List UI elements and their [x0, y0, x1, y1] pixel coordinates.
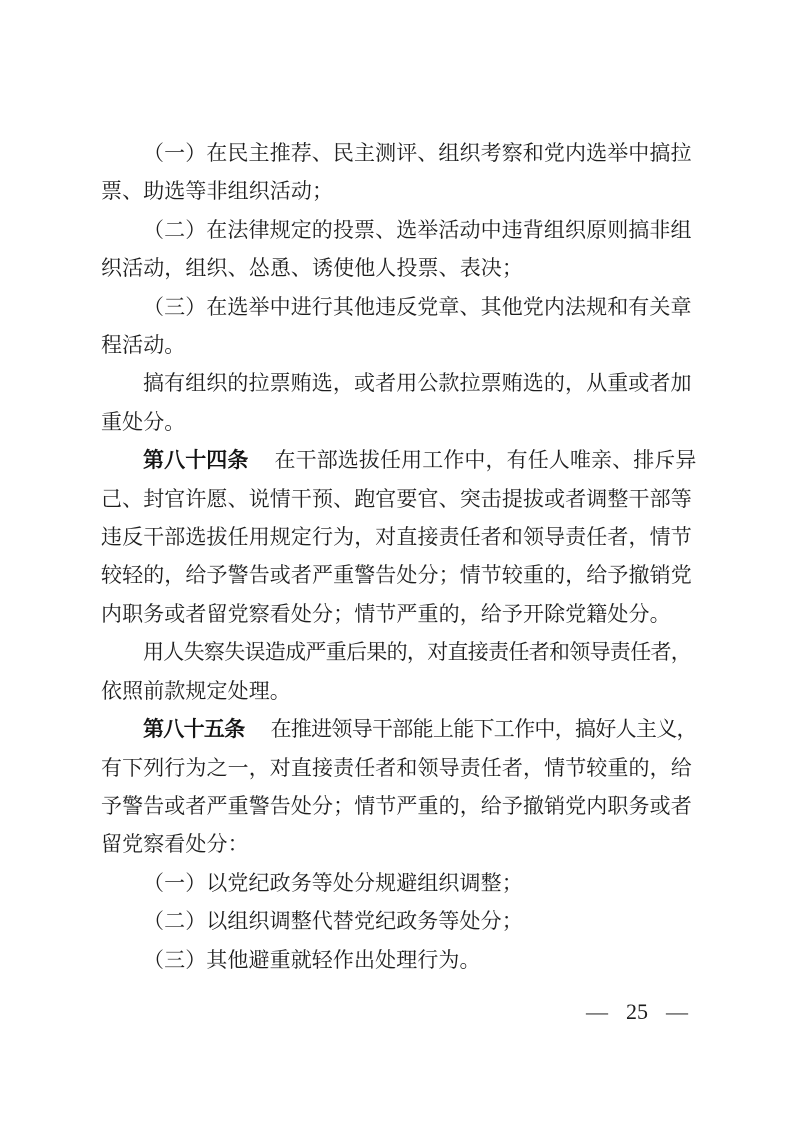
text-line: 内职务或者留党察看处分；情节严重的，给予开除党籍处分。	[101, 601, 671, 626]
page-number-dash-left: —	[586, 999, 608, 1024]
text-line: （一）在民主推荐、民主测评、组织考察和党内选举中搞拉	[143, 141, 692, 165]
text-line: 重处分。	[101, 409, 186, 434]
text-line: （三）在选举中进行其他违反党章、其他党内法规和有关章	[143, 294, 692, 319]
article-85-number: 第八十五条	[143, 717, 245, 742]
text-line: 织活动，组织、怂恿、诱使他人投票、表决；	[101, 256, 523, 281]
page-number: 25	[626, 999, 648, 1024]
text-line: 票、助选等非组织活动；	[101, 179, 334, 204]
document-text	[101, 134, 701, 979]
text-line: 搞有组织的拉票贿选，或者用公款拉票贿选的，从重或者加	[143, 371, 692, 396]
text-line: 依照前款规定处理。	[101, 678, 291, 703]
text-line: 程活动。	[101, 333, 186, 358]
text-line: 违反干部选拔任用规定行为，对直接责任者和领导责任者，情节	[101, 525, 692, 550]
text-line: （二）以组织调整代替党纪政务等处分；	[143, 909, 523, 934]
text-line: （三）其他避重就轻作出处理行为。	[143, 947, 481, 972]
text-line: 在推进领导干部能上能下工作中，搞好人主义，	[270, 717, 697, 742]
article-85-heading-line	[101, 710, 701, 748]
page-footer	[586, 999, 688, 1025]
text-line: 己、封官许愿、说情干预、跑官要官、突击提拔或者调整干部等	[101, 486, 692, 511]
page-number-dash-right: —	[666, 999, 688, 1024]
text-line: 予警告或者严重警告处分；情节严重的，给予撤销党内职务或者	[101, 793, 692, 818]
text-line: 在干部选拔任用工作中，有任人唯亲、排斥异	[274, 448, 697, 473]
text-line: （二）在法律规定的投票、选举活动中违背组织原则搞非组	[143, 217, 692, 242]
text-line: 较轻的，给予警告或者严重警告处分；情节较重的，给予撤销党	[101, 563, 692, 588]
text-line: 有下列行为之一，对直接责任者和领导责任者，情节较重的，给	[101, 755, 692, 780]
article-84-heading-line	[101, 441, 701, 479]
article-84-number: 第八十四条	[143, 448, 249, 473]
text-line: 用人失察失误造成严重后果的，对直接责任者和领导责任者，	[143, 640, 692, 665]
text-line: （一）以党纪政务等处分规避组织调整；	[143, 870, 523, 895]
text-line: 留党察看处分：	[101, 832, 249, 857]
